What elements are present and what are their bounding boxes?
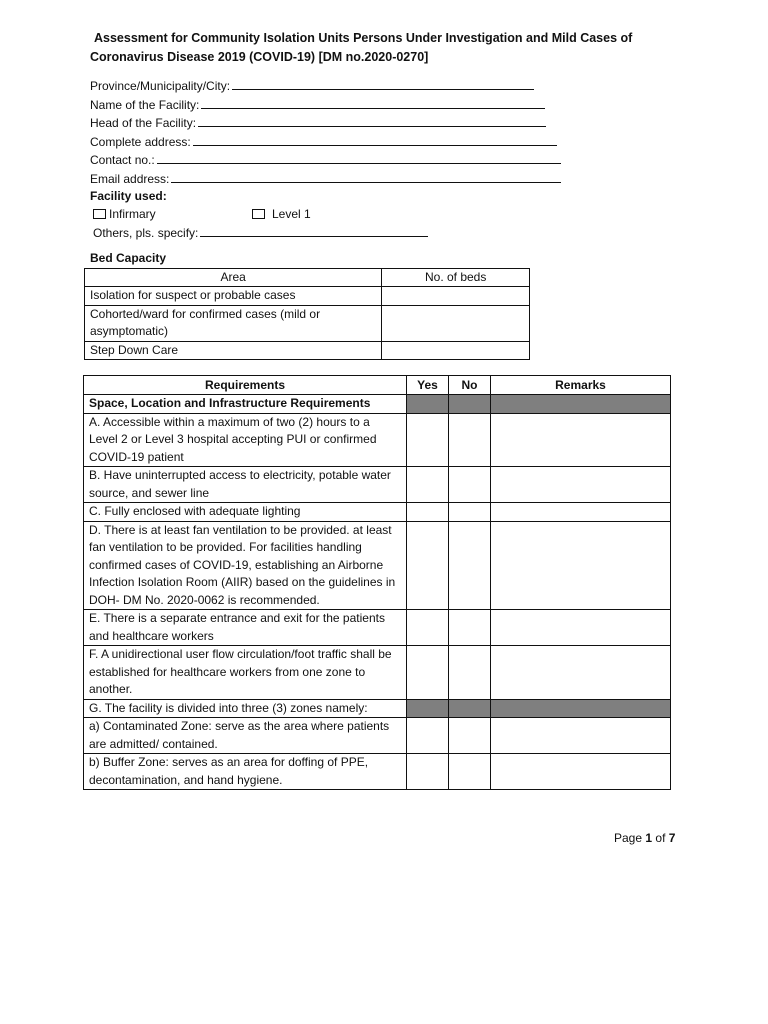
no-cell[interactable] <box>449 503 491 522</box>
facility-name-field[interactable] <box>90 96 561 115</box>
others-field[interactable] <box>90 224 561 243</box>
beds-cell[interactable] <box>382 287 530 306</box>
no-cell[interactable] <box>449 754 491 790</box>
yes-cell[interactable] <box>407 413 449 467</box>
yes-cell[interactable] <box>407 754 449 790</box>
requirement-cell: B. Have uninterrupted access to electricity, potable water source, and sewer line <box>84 467 407 503</box>
address-field[interactable] <box>90 133 561 152</box>
fill-line[interactable] <box>193 133 557 146</box>
shaded-cell <box>449 699 491 718</box>
fill-line[interactable] <box>171 170 561 183</box>
of-word: of <box>655 831 666 845</box>
table-row <box>85 287 530 306</box>
yes-cell[interactable] <box>407 503 449 522</box>
table-row <box>84 646 671 700</box>
col-requirements: Requirements <box>84 376 407 395</box>
table-row <box>84 503 671 522</box>
field-label: Complete address: <box>90 134 191 149</box>
level1-label: Level 1 <box>272 206 311 221</box>
document-title <box>90 29 690 67</box>
bed-capacity-table <box>84 268 530 360</box>
no-cell[interactable] <box>449 467 491 503</box>
area-cell: Isolation for suspect or probable cases <box>85 287 382 306</box>
shaded-cell <box>491 699 671 718</box>
remarks-cell[interactable] <box>491 718 671 754</box>
area-cell: Step Down Care <box>85 341 382 360</box>
col-remarks: Remarks <box>491 376 671 395</box>
infirmary-option[interactable] <box>93 206 156 224</box>
province-field[interactable] <box>90 77 561 96</box>
requirement-cell: D. There is at least fan ventilation to be provided. at least fan ventilation to be provided. For facilities handling confirmed cases of COVID-19, establishing an Airborne Infection Isolation Room (AIIR) based on the guidelines in DOH- DM No. 2020-0062 is recommended. <box>84 521 407 610</box>
table-row <box>85 305 530 341</box>
fill-line[interactable] <box>232 77 534 90</box>
requirement-cell: G. The facility is divided into three (3) zones namely: <box>84 699 407 718</box>
field-label: Province/Municipality/City: <box>90 79 231 93</box>
area-cell: Cohorted/ward for confirmed cases (mild or asymptomatic) <box>85 305 382 341</box>
yes-cell[interactable] <box>407 718 449 754</box>
requirements-table <box>83 375 671 790</box>
table-row <box>84 718 671 754</box>
fill-line[interactable] <box>198 114 546 127</box>
page-word: Page <box>614 831 643 845</box>
beds-cell[interactable] <box>382 341 530 360</box>
section-row <box>84 395 671 414</box>
table-row <box>84 467 671 503</box>
requirement-cell: A. Accessible within a maximum of two (2) hours to a Level 2 or Level 3 hospital accepting PUI or confirmed COVID-19 patient <box>84 413 407 467</box>
field-label: Contact no.: <box>90 153 155 167</box>
no-cell[interactable] <box>449 413 491 467</box>
shaded-cell <box>449 395 491 414</box>
table-header-row <box>85 269 530 287</box>
level1-option[interactable] <box>252 206 311 224</box>
remarks-cell[interactable] <box>491 467 671 503</box>
facility-info-fields <box>90 77 561 242</box>
shaded-cell <box>407 395 449 414</box>
remarks-cell[interactable] <box>491 610 671 646</box>
field-label: Others, pls. specify: <box>93 225 199 240</box>
beds-cell[interactable] <box>382 305 530 341</box>
table-row <box>85 341 530 360</box>
title-line-2: Coronavirus Disease 2019 (COVID-19) [DM no.2020-0270] <box>90 50 429 64</box>
no-cell[interactable] <box>449 646 491 700</box>
requirement-cell: E. There is a separate entrance and exit for the patients and healthcare workers <box>84 610 407 646</box>
infirmary-checkbox[interactable] <box>93 209 106 219</box>
level1-checkbox[interactable] <box>252 209 265 219</box>
infirmary-label: Infirmary <box>109 206 156 221</box>
table-row <box>84 699 671 718</box>
yes-cell[interactable] <box>407 467 449 503</box>
remarks-cell[interactable] <box>491 646 671 700</box>
total-pages: 7 <box>668 831 676 845</box>
no-cell[interactable] <box>449 610 491 646</box>
table-row <box>84 610 671 646</box>
shaded-cell <box>491 395 671 414</box>
facility-options <box>90 206 561 224</box>
yes-cell[interactable] <box>407 646 449 700</box>
col-no: No <box>449 376 491 395</box>
no-cell[interactable] <box>449 718 491 754</box>
yes-cell[interactable] <box>407 521 449 610</box>
remarks-cell[interactable] <box>491 754 671 790</box>
fill-line[interactable] <box>157 151 561 164</box>
no-cell[interactable] <box>449 521 491 610</box>
field-label: Head of the Facility: <box>90 116 197 130</box>
table-row <box>84 521 671 610</box>
requirement-cell: F. A unidirectional user flow circulation/foot traffic shall be established for healthcare workers from one zone to another. <box>84 646 407 700</box>
requirement-cell: C. Fully enclosed with adequate lighting <box>84 503 407 522</box>
current-page: 1 <box>645 831 653 845</box>
col-yes: Yes <box>407 376 449 395</box>
requirement-cell: a) Contaminated Zone: serve as the area where patients are admitted/ contained. <box>84 718 407 754</box>
email-field[interactable] <box>90 170 561 189</box>
table-row <box>84 754 671 790</box>
contact-field[interactable] <box>90 151 561 170</box>
remarks-cell[interactable] <box>491 413 671 467</box>
fill-line[interactable] <box>200 224 428 237</box>
table-row <box>84 413 671 467</box>
field-label: Email address: <box>90 171 170 186</box>
col-area: Area <box>85 269 382 287</box>
field-label: Name of the Facility: <box>90 97 200 112</box>
facility-used-heading: Facility used: <box>90 189 167 203</box>
bed-capacity-heading: Bed Capacity <box>90 251 167 265</box>
fill-line[interactable] <box>201 96 545 109</box>
table-header-row <box>84 376 671 395</box>
page-number <box>614 831 675 845</box>
title-line-1: Assessment for Community Isolation Units Persons Under Investigation and Mild Cases of <box>94 31 633 45</box>
section-title: Space, Location and Infrastructure Requirements <box>84 395 407 414</box>
facility-head-field[interactable] <box>90 114 561 133</box>
shaded-cell <box>407 699 449 718</box>
yes-cell[interactable] <box>407 610 449 646</box>
remarks-cell[interactable] <box>491 521 671 610</box>
requirement-cell: b) Buffer Zone: serves as an area for doffing of PPE, decontamination, and hand hygiene. <box>84 754 407 790</box>
remarks-cell[interactable] <box>491 503 671 522</box>
col-beds: No. of beds <box>382 269 530 287</box>
